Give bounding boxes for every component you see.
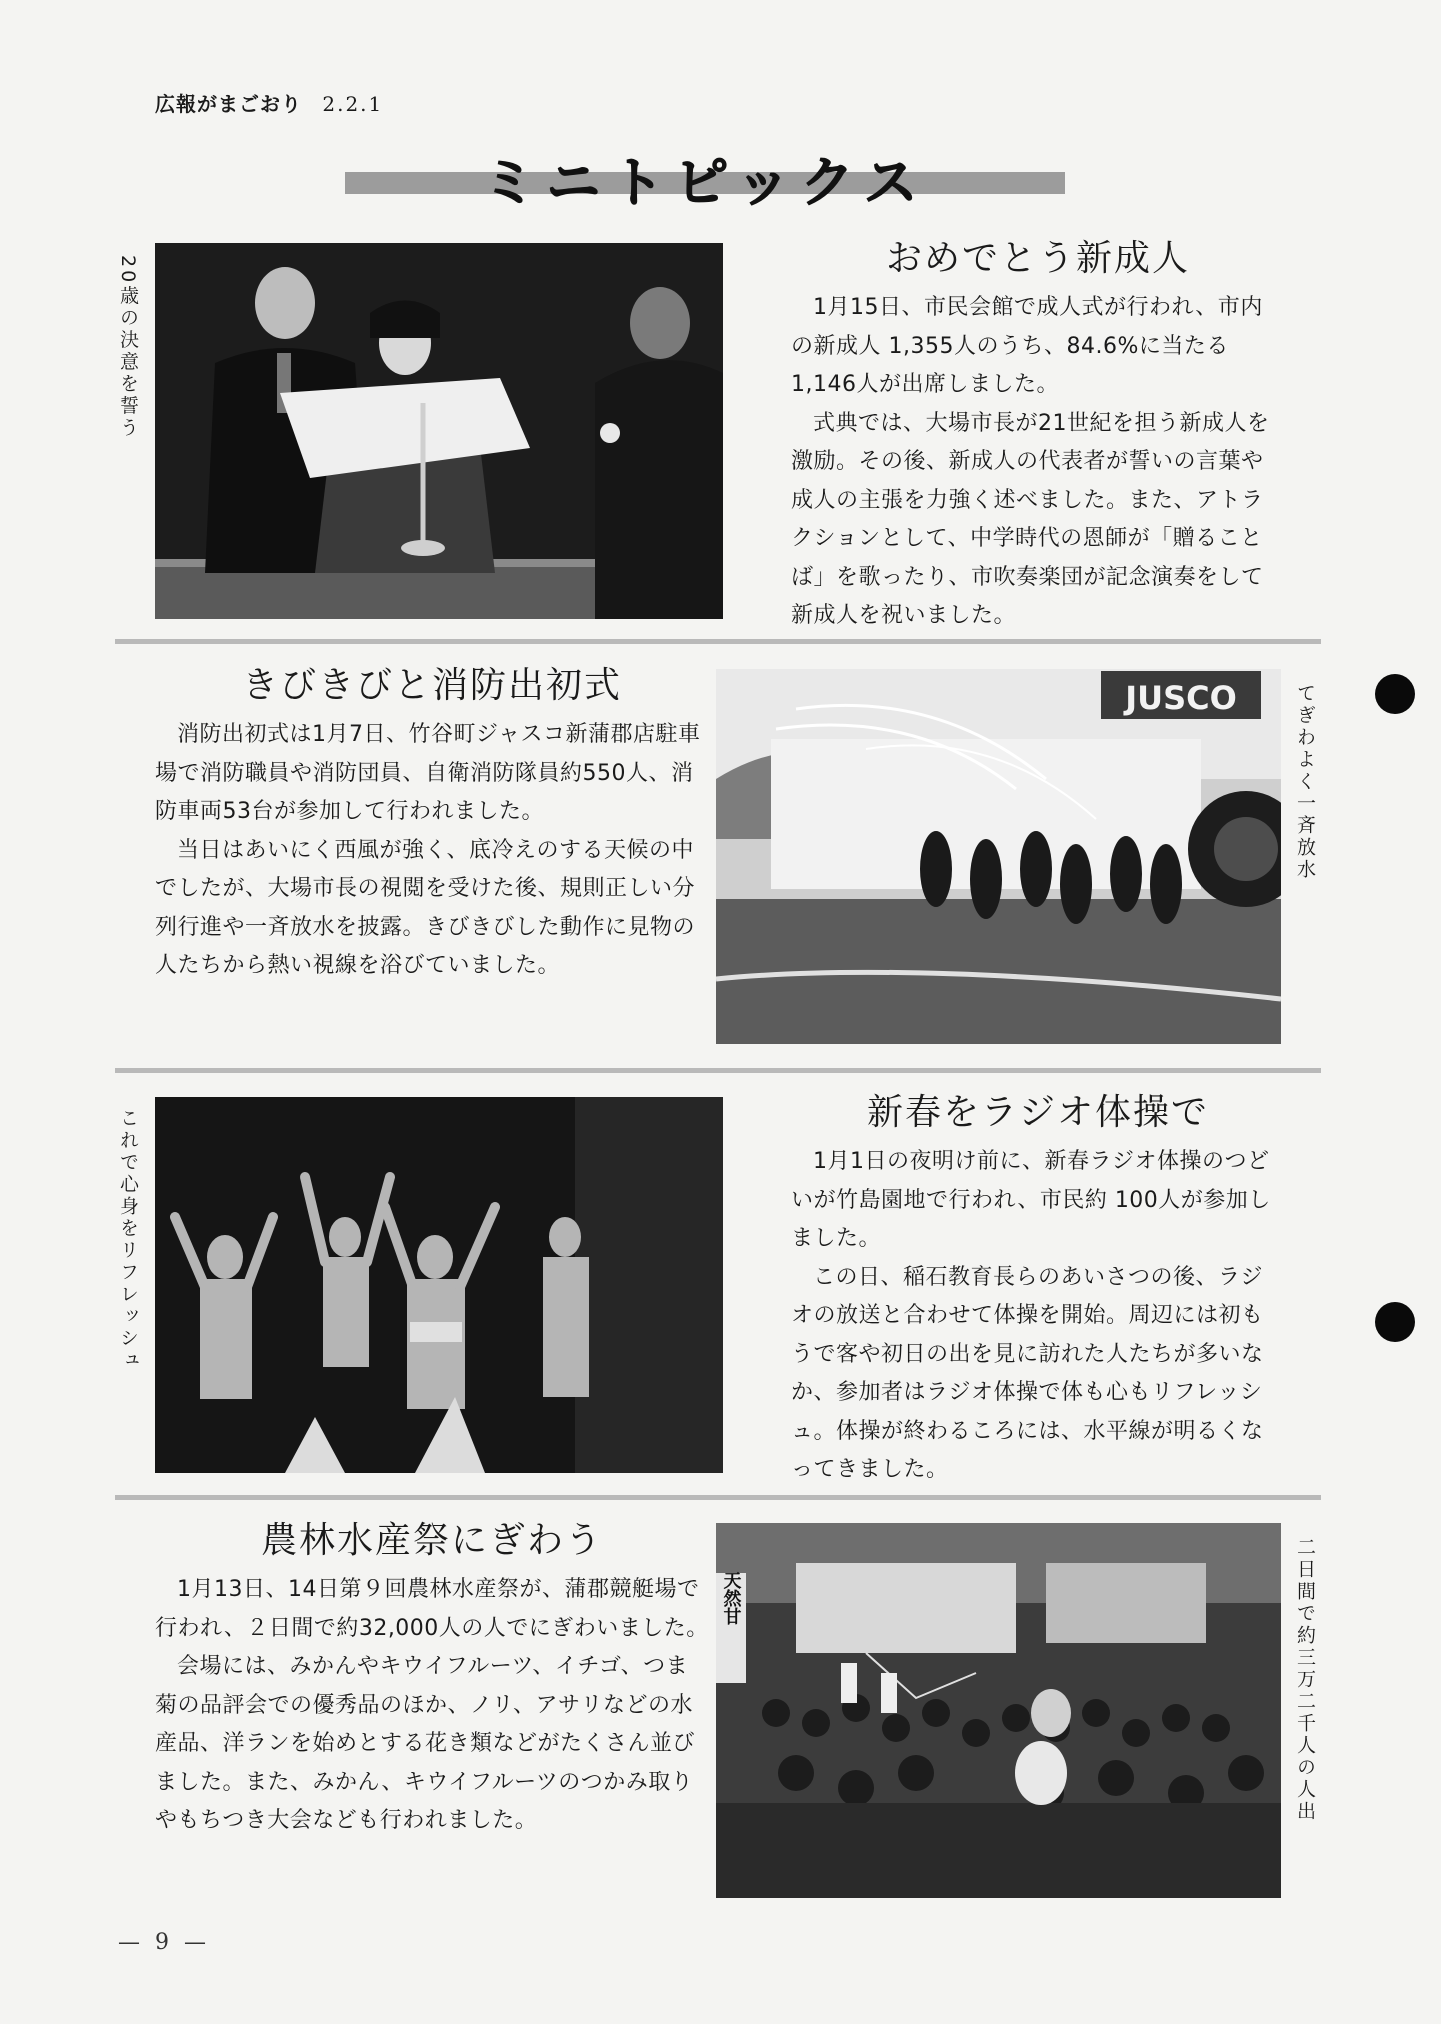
binder-hole	[1375, 1302, 1415, 1342]
article-paragraph: 1月13日、14日第９回農林水産祭が、蒲郡競艇場で行われ、２日間で約32,000人の人でにぎわいました。	[155, 1577, 709, 1641]
photo-caption-agriculture-fair: 二日間で約三万二千人の人出	[1294, 1537, 1316, 1823]
section-banner	[345, 152, 1065, 214]
article-paragraph: 当日はあいにく西風が強く、底冷えのする天候の中でしたが、大場市長の視閲を受けた後、規則正しい分列行進や一斉放水を披露。きびきびした動作に見物の人たちから熱い視線を浴びていました。	[155, 837, 696, 978]
section-divider	[115, 639, 1321, 644]
article-radio-exercise	[791, 1091, 1285, 1490]
section-divider	[115, 1495, 1321, 1500]
article-paragraph: この日、稲石教育長らのあいさつの後、ラジオの放送と合わせて体操を開始。周辺には初もうで客や初日の出を見に訪れた人たちが多いなか、参加者はラジオ体操で体も心もリフレッシュ。体操が終わるころには、水平線が明るくなってきました。	[791, 1264, 1264, 1482]
article-paragraph: 会場には、みかんやキウイフルーツ、イチゴ、つま菊の品評会での優秀品のほか、ノリ、アサリなどの水産品、洋ランを始めとする花き類などがたくさん並びました。また、みかん、キウイフルーツのつかみ取りやもちつき大会なども行われました。	[155, 1654, 696, 1833]
photo-coming-of-age-ceremony	[155, 243, 723, 619]
banner-title: ミニトピックス	[482, 151, 928, 214]
article-paragraph: 1月1日の夜明け前に、新春ラジオ体操のつどいが竹島園地で行われ、市民約 100人が参加しました。	[791, 1149, 1271, 1251]
article-coming-of-age	[791, 237, 1285, 636]
issue-date: 2.2.1	[322, 92, 384, 116]
article-title: きびきびと消防出初式	[241, 665, 622, 706]
article-paragraph: 消防出初式は1月7日、竹谷町ジャスコ新蒲郡店駐車場で消防職員や消防団員、自衛消防隊員約550人、消防車両53台が参加して行われました。	[155, 722, 701, 824]
publication-name: 広報がまごおり	[155, 92, 302, 116]
article-title: 新春をラジオ体操で	[866, 1092, 1209, 1133]
binder-hole	[1375, 674, 1415, 714]
banner-sign-text: 天然甘	[720, 1571, 742, 1625]
article-title: おめでとう新成人	[885, 238, 1190, 279]
photo-fire-brigade-display	[716, 669, 1281, 1044]
store-sign-text: JUSCO	[1125, 679, 1237, 717]
article-title: 農林水産祭にぎわう	[260, 1520, 603, 1561]
article-paragraph: 1月15日、市民会館で成人式が行われ、市内の新成人 1,355人のうち、84.6%に当たる 1,146人が出席しました。	[791, 295, 1263, 397]
section-divider	[115, 1068, 1321, 1073]
page-number: — 9 —	[118, 1930, 210, 1955]
photo-radio-exercise	[155, 1097, 723, 1473]
article-fire-brigade	[155, 664, 709, 986]
photo-caption-radio-exercise: これで心身をリフレッシュ	[117, 1108, 139, 1372]
article-agriculture-fair	[155, 1519, 709, 1841]
photo-caption-coming-of-age: 20歳の決意を誓う	[117, 255, 139, 440]
page-header	[155, 88, 383, 117]
photo-agriculture-fair-crowd	[716, 1523, 1281, 1898]
article-paragraph: 式典では、大場市長が21世紀を担う新成人を激励。その後、新成人の代表者が誓いの言葉や成人の主張を力強く述べました。また、アトラクションとして、中学時代の恩師が「贈ることば」を歌ったり、市吹奏楽団が記念演奏をして新成人を祝いました。	[791, 410, 1270, 628]
photo-caption-fire-brigade: てぎわよく一斉放水	[1294, 683, 1316, 881]
